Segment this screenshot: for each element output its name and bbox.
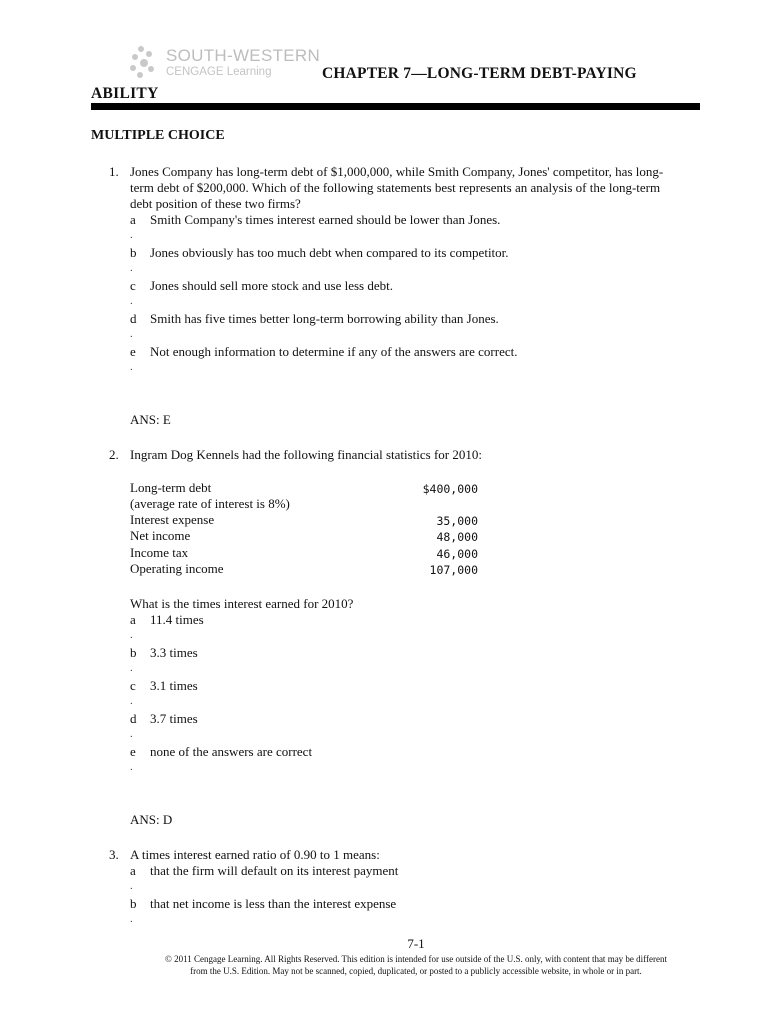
option-letter: b (130, 896, 137, 911)
option-letter: a (130, 612, 136, 627)
publisher-logo (128, 44, 328, 84)
copyright-notice (120, 954, 712, 977)
stat-value: $400,000 (422, 482, 478, 496)
answer-key: ANS: E (130, 412, 171, 427)
section-title: MULTIPLE CHOICE (91, 128, 225, 143)
question-number: 3. (109, 847, 119, 862)
stat-label: Net income (130, 528, 191, 543)
option-dot: . (130, 913, 133, 925)
option-text: that the firm will default on its interest payment (150, 863, 399, 878)
option-letter: c (130, 278, 136, 293)
option-text: 3.1 times (150, 678, 198, 693)
logo-dots-icon (128, 46, 156, 80)
option-dot: . (130, 662, 133, 674)
stat-value: 46,000 (436, 547, 478, 561)
stat-label: Long-term debt (130, 480, 212, 495)
option-text: Jones obviously has too much debt when compared to its competitor. (150, 245, 509, 260)
option-text: 11.4 times (150, 612, 204, 627)
stat-label: Operating income (130, 561, 224, 576)
option-dot: . (130, 695, 133, 707)
header-rule (91, 103, 700, 110)
question-number: 2. (109, 447, 119, 462)
option-text: that net income is less than the interest expense (150, 896, 397, 911)
page-number: 7-1 (407, 936, 425, 951)
copyright-line: from the U.S. Edition. May not be scanned, copied, duplicated, or posted to a publicly accessible website, in whole or in part. (190, 965, 642, 976)
option-text: 3.3 times (150, 645, 198, 660)
option-letter: a (130, 212, 136, 227)
option-dot: . (130, 761, 133, 773)
option-letter: e (130, 744, 136, 759)
option-text: Jones should sell more stock and use less debt. (150, 278, 393, 293)
question-stem-line: term debt of $200,000. Which of the following statements best represents an analysis of the long-term (130, 180, 661, 195)
option-letter: d (130, 711, 137, 726)
question-stem-line: Jones Company has long-term debt of $1,000,000, while Smith Company, Jones' competitor, has long- (130, 164, 664, 179)
question-number: 1. (109, 164, 119, 179)
copyright-line: © 2011 Cengage Learning. All Rights Reserved. This edition is intended for use outside of the U.S. only, with content that may be different (165, 954, 667, 964)
option-dot: . (130, 262, 133, 274)
logo-name: SOUTH-WESTERN (166, 46, 321, 65)
question-stem-line: debt position of these two firms? (130, 196, 301, 211)
option-dot: . (130, 629, 133, 641)
option-text: Smith Company's times interest earned should be lower than Jones. (150, 212, 501, 227)
stat-value: 48,000 (436, 530, 478, 544)
question-stem: Ingram Dog Kennels had the following financial statistics for 2010: (130, 447, 483, 462)
option-letter: d (130, 311, 137, 326)
chapter-title: CHAPTER 7—LONG-TERM DEBT-PAYING (322, 65, 637, 82)
option-dot: . (130, 880, 133, 892)
stat-label: Interest expense (130, 512, 215, 527)
stat-label: Income tax (130, 545, 189, 560)
option-letter: a (130, 863, 136, 878)
option-text: none of the answers are correct (150, 744, 313, 759)
option-dot: . (130, 328, 133, 340)
stat-value: 35,000 (436, 514, 478, 528)
option-letter: e (130, 344, 136, 359)
logo-subtitle: CENGAGE Learning (166, 66, 272, 78)
option-dot: . (130, 728, 133, 740)
option-dot: . (130, 295, 133, 307)
answer-key: ANS: D (130, 812, 173, 827)
option-dot: . (130, 229, 133, 241)
question-stem: A times interest earned ratio of 0.90 to 1 means: (130, 847, 380, 862)
option-text: Smith has five times better long-term borrowing ability than Jones. (150, 311, 499, 326)
option-letter: c (130, 678, 136, 693)
question-prompt: What is the times interest earned for 2010? (130, 596, 354, 611)
option-text: 3.7 times (150, 711, 198, 726)
stat-label: (average rate of interest is 8%) (130, 496, 290, 511)
stat-value: 107,000 (429, 563, 478, 577)
option-dot: . (130, 361, 133, 373)
chapter-title-continued: ABILITY (91, 85, 159, 102)
option-letter: b (130, 245, 137, 260)
option-letter: b (130, 645, 137, 660)
option-text: Not enough information to determine if any of the answers are correct. (150, 344, 518, 359)
